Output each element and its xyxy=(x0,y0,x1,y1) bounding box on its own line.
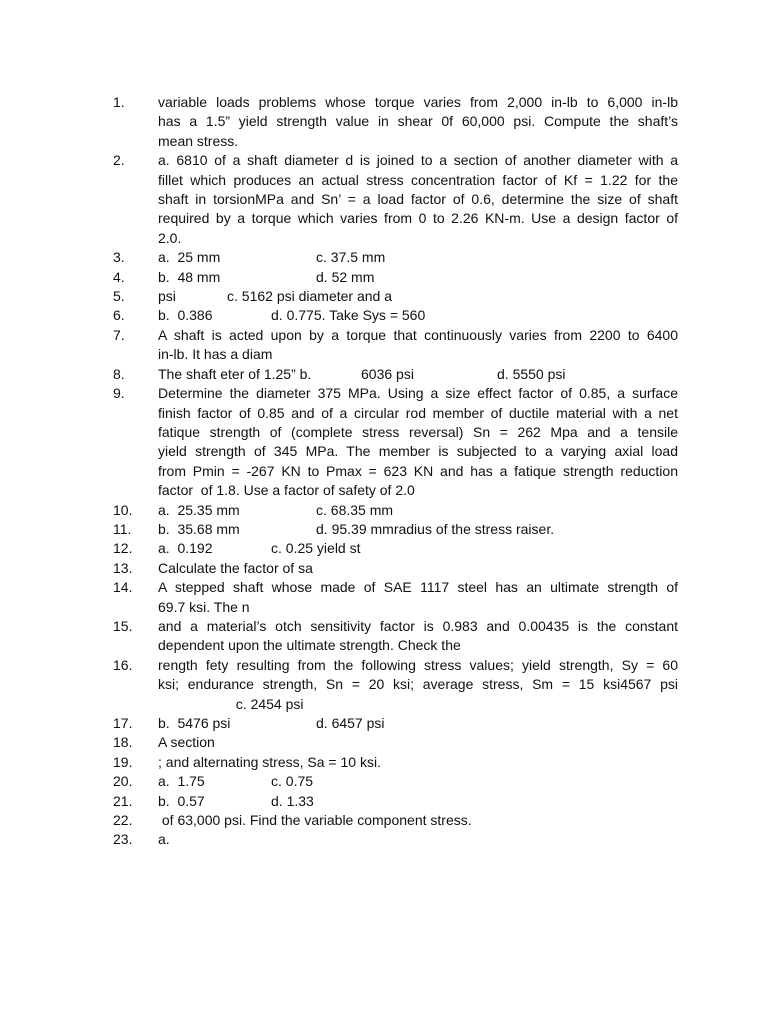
option-left: a. 0.192 xyxy=(158,540,213,557)
option-left: a. 25.35 mm xyxy=(158,501,240,518)
item-number: 23. xyxy=(113,831,133,848)
item-text xyxy=(158,248,678,267)
item-number: 11. xyxy=(113,520,132,537)
item-number: 19. xyxy=(113,753,133,770)
list-item xyxy=(113,559,678,578)
item-text xyxy=(158,792,678,811)
list-item xyxy=(113,578,678,617)
list-item xyxy=(113,287,678,306)
text-line: shaft in torsionMPa and Sn’ = a load factor of 0.6, determine the size of shaft xyxy=(158,191,678,208)
text-line: a. xyxy=(158,831,170,848)
item-number: 6. xyxy=(113,307,125,324)
item-text xyxy=(158,772,678,791)
text-line: in-lb. It has a diam xyxy=(158,346,273,363)
item-number: 15. xyxy=(113,617,133,634)
item-text xyxy=(158,830,678,849)
item-number: 22. xyxy=(113,812,133,829)
option-right: c. 5162 psi diameter and a xyxy=(227,288,392,305)
item-number: 7. xyxy=(113,326,125,343)
list-item xyxy=(113,792,678,811)
list-item xyxy=(113,772,678,791)
text-line: factor of 1.8. Use a factor of safety of 2.0 xyxy=(158,482,415,499)
text-line: a. 6810 of a shaft diameter d is joined to a section of another diameter with a xyxy=(158,152,678,169)
item-text xyxy=(158,287,678,306)
option-line xyxy=(158,520,678,539)
option-right: d. 95.39 mmradius of the stress raiser. xyxy=(316,520,555,537)
list-item xyxy=(113,714,678,733)
option-line xyxy=(158,539,678,558)
option-left: b. 0.57 xyxy=(158,792,205,809)
item-number: 3. xyxy=(113,249,125,266)
list-item xyxy=(113,501,678,520)
item-text xyxy=(158,520,678,539)
item-number: 21. xyxy=(113,792,133,809)
option-left: psi xyxy=(158,288,176,305)
option-left: a. 1.75 xyxy=(158,773,205,790)
text-line: dependent upon the ultimate strength. Check the xyxy=(158,637,461,654)
item-text xyxy=(158,268,678,287)
text-line: A section xyxy=(158,734,215,751)
option-line xyxy=(158,501,678,520)
item-text xyxy=(158,539,678,558)
item-number: 20. xyxy=(113,773,133,790)
list-item xyxy=(113,151,678,248)
text-line: required by a torque which varies from 0 to 2.26 KN-m. Use a design factor of xyxy=(158,210,678,227)
text-line: of 63,000 psi. Find the variable component stress. xyxy=(158,812,472,829)
item-text xyxy=(158,326,678,365)
item-text xyxy=(158,559,678,578)
list-item xyxy=(113,365,678,384)
text-line: variable loads problems whose torque varies from 2,000 in-lb to 6,000 in-lb xyxy=(158,94,678,110)
list-item xyxy=(113,248,678,267)
item-number: 17. xyxy=(113,715,133,731)
text-line: Determine the diameter 375 MPa. Using a size effect factor of 0.85, a surface xyxy=(158,385,678,402)
item-text xyxy=(158,733,678,752)
option-line xyxy=(158,248,678,267)
option-right: d. 52 mm xyxy=(316,268,375,285)
item-text xyxy=(158,753,678,772)
item-number: 2. xyxy=(113,152,125,169)
text-line: ; and alternating stress, Sa = 10 ksi. xyxy=(158,753,381,770)
option-right: d. 0.775. Take Sys = 560 xyxy=(271,307,426,324)
text-line: c. 2454 psi xyxy=(158,695,304,712)
item-text xyxy=(158,93,678,151)
item-text xyxy=(158,578,678,617)
option-middle: 6036 psi xyxy=(361,365,414,382)
option-right: c. 37.5 mm xyxy=(316,249,386,266)
item-number: 12. xyxy=(113,540,133,557)
text-line: Calculate the factor of sa xyxy=(158,559,313,576)
text-line: fatique strength of (complete stress reversal) Sn = 262 Mpa and a tensile xyxy=(158,423,678,440)
option-right: c. 0.75 xyxy=(271,773,314,790)
option-left: b. 48 mm xyxy=(158,268,221,285)
option-right: d. 1.33 xyxy=(271,792,314,809)
list-item xyxy=(113,384,678,500)
item-text xyxy=(158,656,678,714)
item-text xyxy=(158,151,678,248)
list-item xyxy=(113,617,678,656)
item-text xyxy=(158,365,678,384)
numbered-list xyxy=(113,93,678,850)
text-line: rength fety resulting from the following stress values; yield strength, Sy = 60 xyxy=(158,656,678,673)
text-line: ksi; endurance strength, Sn = 20 ksi; average stress, Sm = 15 ksi4567 psi xyxy=(158,676,678,693)
list-item xyxy=(113,520,678,539)
option-line xyxy=(158,714,678,733)
item-number: 1. xyxy=(113,94,125,110)
item-number: 4. xyxy=(113,268,125,285)
option-right: d. 5550 psi xyxy=(497,365,566,382)
text-line: 69.7 ksi. The n xyxy=(158,598,250,615)
item-text xyxy=(158,811,678,830)
text-line: A shaft is acted upon by a torque that continuously varies from 2200 to 6400 xyxy=(158,326,678,343)
item-number: 18. xyxy=(113,734,133,751)
text-line: mean stress. xyxy=(158,132,239,149)
text-line: finish factor of 0.85 and of a circular rod member of ductile material with a net xyxy=(158,404,678,421)
list-item xyxy=(113,656,678,714)
option-line xyxy=(158,287,678,306)
item-number: 13. xyxy=(113,559,133,576)
text-line: 2.0. xyxy=(158,229,182,246)
item-text xyxy=(158,306,678,325)
list-item xyxy=(113,753,678,772)
option-line xyxy=(158,772,678,791)
item-number: 10. xyxy=(113,501,133,518)
text-line: fillet which produces an actual stress concentration factor of Kf = 1.22 for the xyxy=(158,171,678,188)
text-line: from Pmin = -267 KN to Pmax = 623 KN and has a fatique strength reduction xyxy=(158,462,678,479)
text-line: A stepped shaft whose made of SAE 1117 steel has an ultimate strength of xyxy=(158,579,678,596)
text-line: has a 1.5” yield strength value in shear 0f 60,000 psi. Compute the shaft’s xyxy=(158,113,678,130)
item-text xyxy=(158,714,678,733)
option-line xyxy=(158,268,678,287)
option-line xyxy=(158,792,678,811)
option-line xyxy=(158,365,678,384)
list-item xyxy=(113,93,678,151)
option-right: d. 6457 psi xyxy=(316,715,385,731)
text-line: and a material’s otch sensitivity factor is 0.983 and 0.00435 is the constant xyxy=(158,617,678,634)
option-left: b. 5476 psi xyxy=(158,715,231,731)
item-text xyxy=(158,501,678,520)
option-left: b. 0.386 xyxy=(158,307,213,324)
list-item xyxy=(113,733,678,752)
item-number: 8. xyxy=(113,365,125,382)
option-left: b. 35.68 mm xyxy=(158,520,240,537)
option-left: a. 25 mm xyxy=(158,249,221,266)
list-item xyxy=(113,326,678,365)
item-text xyxy=(158,384,678,500)
option-right: c. 68.35 mm xyxy=(316,501,394,518)
item-number: 9. xyxy=(113,385,125,402)
list-item xyxy=(113,539,678,558)
list-item xyxy=(113,306,678,325)
option-line xyxy=(158,306,678,325)
option-left: The shaft eter of 1.25” b. xyxy=(158,365,312,382)
option-right: c. 0.25 yield st xyxy=(271,540,361,557)
item-text xyxy=(158,617,678,656)
list-item xyxy=(113,268,678,287)
list-item xyxy=(113,830,678,849)
list-item xyxy=(113,811,678,830)
item-number: 16. xyxy=(113,656,133,673)
text-line: yield strength of 345 MPa. The member is subjected to a varying axial load xyxy=(158,443,678,460)
item-number: 14. xyxy=(113,579,133,596)
item-number: 5. xyxy=(113,288,125,305)
